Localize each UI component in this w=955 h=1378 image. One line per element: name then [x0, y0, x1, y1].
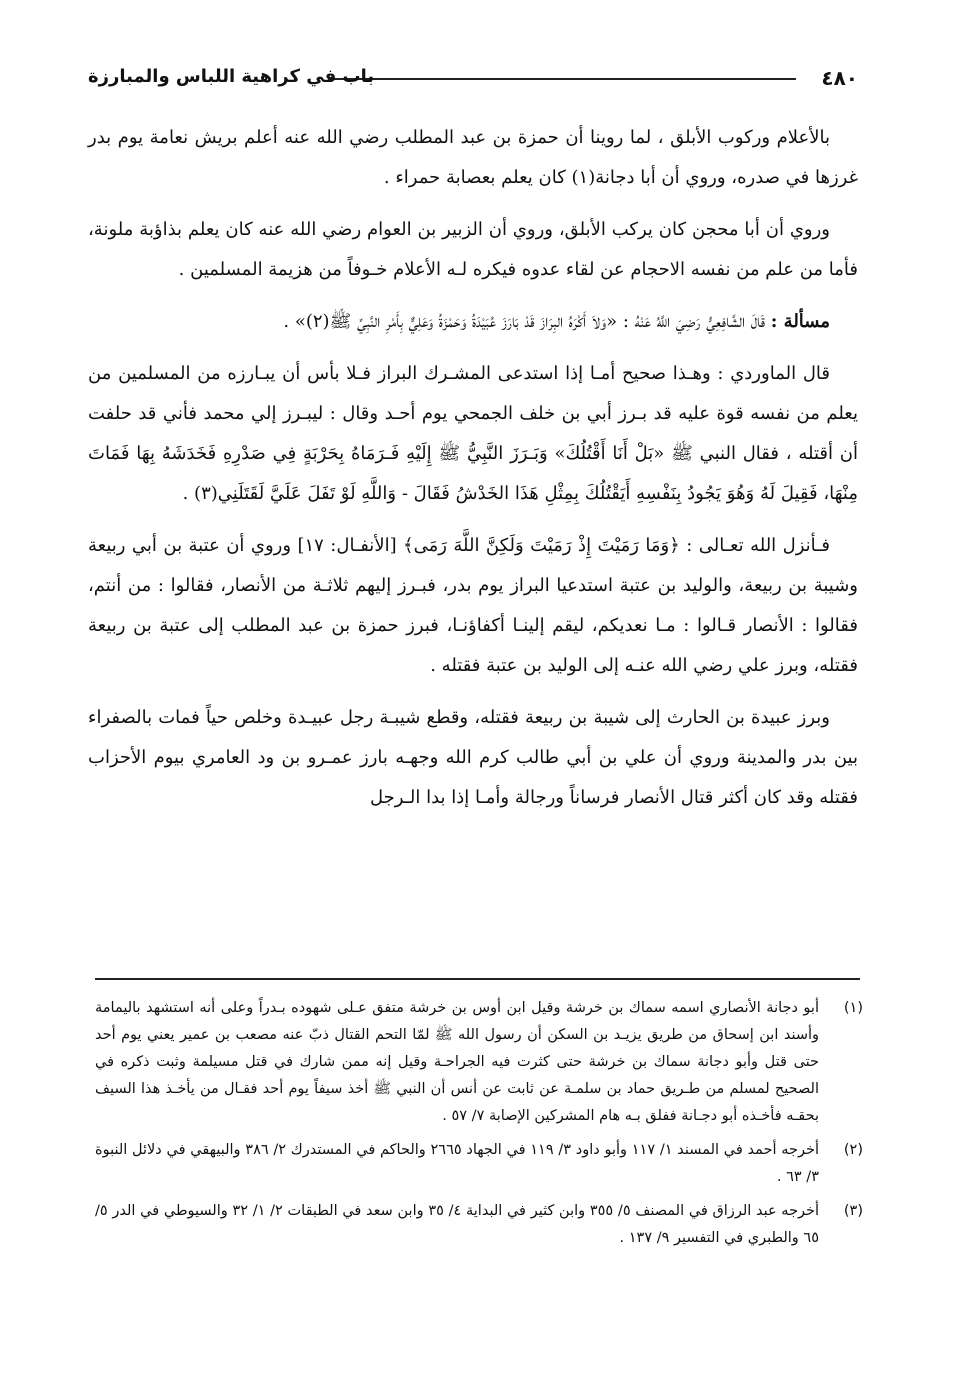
footnote — [95, 995, 863, 1130]
footnote-rule — [95, 978, 860, 980]
paragraph: فـأنزل الله تعـالى : ﴿وَمَا رَمَيْتَ إِذْ رَمَيْتَ وَلَكِنَّ اللَّهَ رَمَى﴾ [الأنفـال: ١٧] وروي أن عتبة بن أبي ربيعة وشيبة بن ربيعة، والوليد بن عتبة استدعيا البراز يوم بدر، فبـرز إليهم ثلاثـة من الأنصار، فقالوا : من أنتم، فقالوا : الأنصار قـالوا : مـا نعديكم، ليقم إلينـا أكفاؤنـا، فبرز حمزة بن عبد المطلب إلى عتبة بن ربيعة فقتله، وبرز علي رضي الله عنـه إلى الوليد بن عتبة فقتله . — [88, 535, 858, 676]
footnote — [95, 1137, 863, 1191]
footnote — [95, 1198, 863, 1252]
paragraph: بالأعلام وركوب الأبلق ، لما روينا أن حمزة بن عبد المطلب رضي الله عنه أعلم بريش نعامة يوم بدر غرزها في صدره، وروي أن أبا دجانة(١) كان يعلم بعصابة حمراء . — [88, 127, 858, 188]
footnotes — [95, 995, 863, 1259]
issue-paragraph — [88, 302, 858, 342]
page-header — [88, 66, 858, 102]
running-title: باب في كراهية اللباس والمبارزة — [88, 66, 375, 87]
footnote-number: (٢) — [843, 1142, 863, 1158]
footnote-text: أخرجه عبد الرزاق في المصنف ٥/ ٣٥٥ وابن كثير في البداية ٤/ ٣٥ وابن سعد في الطبقات ٢/ ١/ ٣٢ والسيوطي في الدر ٥/ ٦٥ والطبري في التفسير ٩/ ١٣٧ . — [95, 1203, 820, 1246]
issue-label: مسألة : — [770, 311, 830, 332]
footnote-text: أبو دجانة الأنصاري اسمه سماك بن خرشة وقيل ابن أوس بن خرشة متفق عـلى شهوده بـدراً وعلى أنه استشهد باليمامة وأسند ابن إسحاق من طريق يزيـد بن السكن أن رسول الله ﷺ لمّا التحم القتال ذبّ عنه مصعب بن عمير يعني يوم أحد حتى قتل وأبو دجانة سماك بن خرشة حتى كثرت فيه الجراحـة وقيل إنه ممن شارك في قتل مسيلمة وثبت ذكره في الصحيح لمسلم من طـريق حماد بن سلمـة عن ثابت عن أنس أن النبي ﷺ أخذ سيفاً يوم أحد فقـال من يأخـذ هذا السيف بحقـه فأخـذه أبو دجـانة ففلق بـه هام المشركين الإصابة ٧/ ٥٧ . — [95, 1000, 819, 1124]
footnote-text: أخرجه أحمد في المسند ١/ ١١٧ وأبو داود ٣/ ١١٩ في الجهاد ٢٦٦٥ والحاكم في المستدرك ٢/ ٣٨٦ والبيهقي في دلائل النبوة ٣/ ٦٣ . — [95, 1142, 819, 1185]
header-rule — [328, 78, 796, 80]
paragraph: قال الماوردي : وهـذا صحيح أمـا إذا استدعى المشـرك البراز فـلا بأس أن يبـارزه من المسلمين من يعلم من نفسه قوة عليه قد بـرز أبي بن خلف الجمحي يوم أحـد وقال : ليبـرز إلي محمد فأني قد حلفت أن أقتله ، فقال النبي ﷺ «بَلْ أَنَا أَقْتُلُكَ» وَبَـرَزَ النَّبِيُّ ﷺ إِلَيْهِ فَـرَمَاهُ بِحَرْبَةٍ فِي صَدْرِهِ فَخَدَشَهُ بِهَا فَمَاتَ مِنْهَا، فَقِيلَ لَهُ وَهُوَ يَجُودُ بِنَفْسِهِ أَيَقْتُلُكَ بِمِثْلِ هَذَا الخَدْشُ فَقَالَ - وَاللَّهِ لَوْ تَفَلَ عَلَيَّ لَقَتَلَنِي(٣) . — [88, 363, 858, 504]
main-text — [88, 118, 858, 830]
issue-text: قَالَ الشَّافِعِيُّ رَضِيَ اللَّهُ عَنْهُ : «وَلاَ أَكْرَهُ البِرَازَ قَدْ بَارَزَ عُبَيْدَةُ وَحَمْزَةُ وَعَلِيٌّ بِأَمْرِ النَّبِيِّ ﷺ(٢)» . — [283, 311, 766, 332]
footnote-number: (١) — [843, 1000, 863, 1016]
paragraph: وبرز عبيدة بن الحارث إلى شيبة بن ربيعة فقتله، وقطع شيبـة رجل عبيـدة وخلص حياً فمات بالصفراء بين بدر والمدينة وروي أن علي بن أبي طالب كرم الله وجهـه بارز عمـرو بن ود العامري بيوم الأحزاب فقتله وقد كان أكثر قتال الأنصار فرساناً ورجالة وأمـا إذا بدا الـرجل — [88, 707, 858, 808]
page-number: ٤٨٠ — [821, 66, 858, 90]
footnote-number: (٣) — [843, 1203, 863, 1219]
paragraph: وروي أن أبا محجن كان يركب الأبلق، وروي أن الزبير بن العوام رضي الله عنه كان يعلم بذاؤبة ملونة، فأما من علم من نفسه الاحجام عن لقاء عدوه فيكره لـه الأعلام خـوفاً من هزيمة المسلمين . — [88, 219, 858, 280]
